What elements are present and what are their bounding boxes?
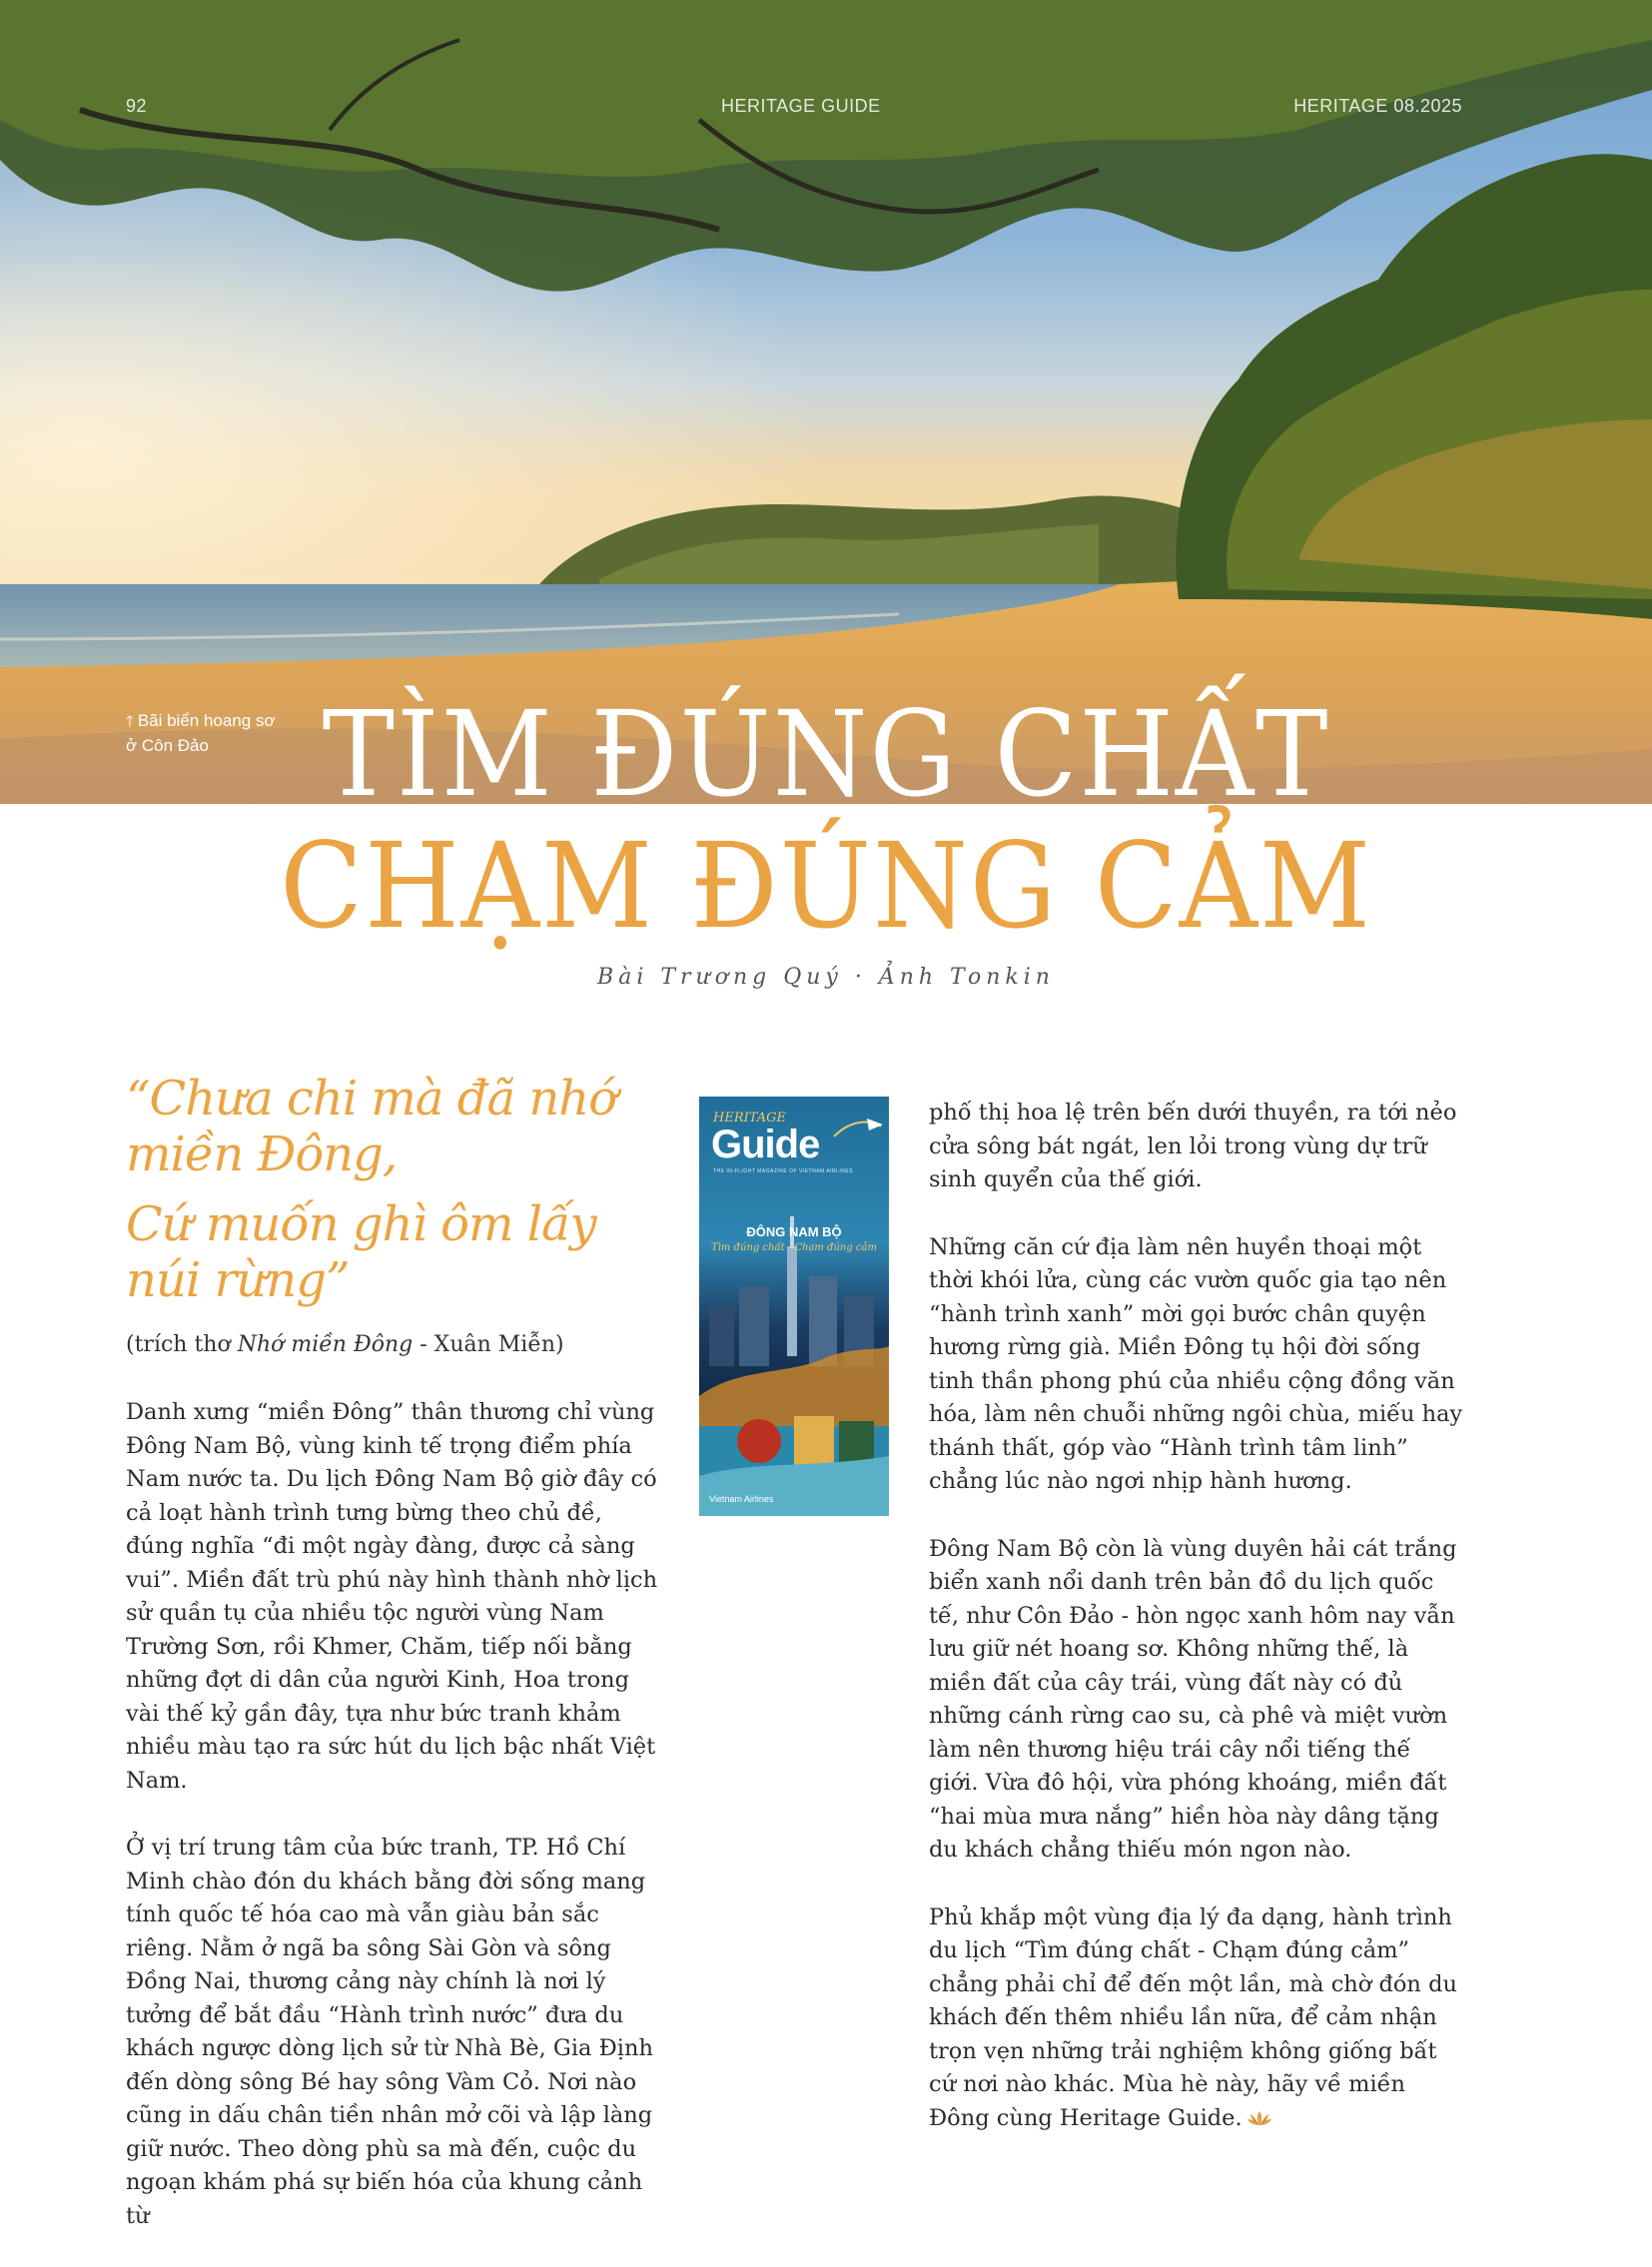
cover-section: ĐÔNG NAM BỘ [746,1224,842,1239]
issue-label: HERITAGE 08.2025 [1293,96,1462,116]
caption-line-2: ở Côn Đảo [126,736,209,755]
body-column-right [929,1097,1466,2169]
paragraph: Ở vị trí trung tâm của bức tranh, TP. Hồ Chí Minh chào đón du khách bằng đời sống mang tính quốc tế hóa cao mà vẫn giàu bản sắc riêng. Nằm ở ngã ba sông Sài Gòn và sông Đồng Nai, thương cảng này chính là nơi lý tưởng để bắt đầu “Hành trình nước” đưa du khách ngược dòng lịch sử từ Nhà Bè, Gia Định đến dòng sông Bé hay sông Vàm Cỏ. Nơi nào cũng in dấu chân tiền nhân mở cõi và lập làng giữ nước. Theo dòng phù sa mà đến, cuộc du ngoạn khám phá sự biến hóa của khung cảnh từ [126,1835,653,2229]
paragraph-text: Phủ khắp một vùng địa lý đa dạng, hành trình du lịch “Tìm đúng chất - Chạm đúng cảm” chẳng phải chỉ để đến một lần, mà chờ đón du khách đến thêm nhiều lần nữa, để cảm nhận trọn vẹn những trải nghiệm không giống bất cứ nơi nào khác. Mùa hè này, hãy về miền Đông cùng Heritage Guide. [929,1903,1457,2131]
cover-airline: Vietnam Airlines [709,1494,774,1504]
paragraph: phố thị hoa lệ trên bến dưới thuyền, ra tới nẻo cửa sông bát ngát, len lỏi trong vùng dự trữ sinh quyển của thế giới. [929,1100,1457,1192]
quote-line-2: Cứ muốn ghì ôm lấy núi rừng” [126,1196,596,1308]
section-label: HERITAGE GUIDE [721,96,881,116]
cover-subtitle: THE IN-FLIGHT MAGAZINE OF VIETNAM AIRLINES [713,1168,854,1174]
headline-line-2: CHẠM ĐÚNG CẢM [280,817,1372,955]
pull-quote [126,1071,645,1322]
citation-suffix: - Xuân Miễn) [413,1332,564,1357]
paragraph: Đông Nam Bộ còn là vùng duyên hải cát trắng biển xanh nổi danh trên bản đồ du lịch quốc tế, như Côn Đảo - hòn ngọc xanh hôm nay vẫn lưu giữ nét hoang sơ. Không những thế, là miền đất của cây trái, vùng đất này có đủ những cánh rừng cao su, cà phê và miệt vườn làm nên thương hiệu trái cây nổi tiếng thế giới. Vừa đô hội, vừa phóng khoáng, miền đất “hai mùa mưa nắng” hiền hòa này dâng tặng du khách chẳng thiếu món ngon nào. [929,1535,1457,1863]
arrow-up-icon: 🡑 [126,713,134,730]
cover-brand-small: HERITAGE [713,1111,786,1126]
magazine-cover [699,1097,889,1516]
running-header [0,96,1652,120]
byline: Bài Trương Quý · Ảnh Tonkin [597,965,1055,990]
cover-tagline: Tìm đúng chất - Chạm đúng cảm [711,1242,877,1253]
paragraph-final [929,1901,1466,2136]
hero-photo [0,0,1652,804]
headline-line-1: TÌM ĐÚNG CHẤT [322,685,1330,823]
lotus-icon [1246,2109,1272,2127]
caption-line-1: Bãi biển hoang sơ [137,711,276,730]
paragraph: Danh xưng “miền Đông” thân thương chỉ vùng Đông Nam Bộ, vùng kinh tế trọng điểm phía Nam nước ta. Du lịch Đông Nam Bộ giờ đây có cả loạt hành trình tưng bừng theo chủ đề, đúng nghĩa “đi một ngày đàng, được cả sàng vui”. Miền đất trù phú này hình thành nhờ lịch sử quần tụ của nhiều tộc người vùng Nam Trường Sơn, rồi Khmer, Chăm, tiếp nối bằng những đợt di dân của người Kinh, Hoa trong vài thế kỷ gần đây, tựa như bức tranh khảm nhiều màu tạo ra sức hút du lịch bậc nhất Việt Nam. [126,1399,658,1794]
beach-scene [0,0,1652,804]
cover-brand: Guide [711,1123,820,1166]
quote-citation [126,1330,645,1360]
quote-line-1: “Chưa chi mà đã nhớ miền Đông, [126,1071,617,1182]
body-column-left [126,1396,665,2267]
paragraph: Những căn cứ địa làm nên huyền thoại một thời khói lửa, cùng các vườn quốc gia tạo nên “hành trình xanh” mời gọi bước chân quyện hương rừng già. Miền Đông tụ hội đời sống tinh thần phong phú của nhiều cộng đồng văn hóa, làm nên chuỗi những ngôi chùa, miếu hay thánh thất, góp vào “Hành trình tâm linh” chẳng lúc nào ngơi nhịp hành hương. [929,1233,1463,1494]
citation-title: Nhớ miền Đông [237,1332,413,1357]
citation-prefix: (trích thơ [126,1332,238,1357]
page-number: 92 [126,96,148,116]
plane-icon [867,1119,883,1131]
